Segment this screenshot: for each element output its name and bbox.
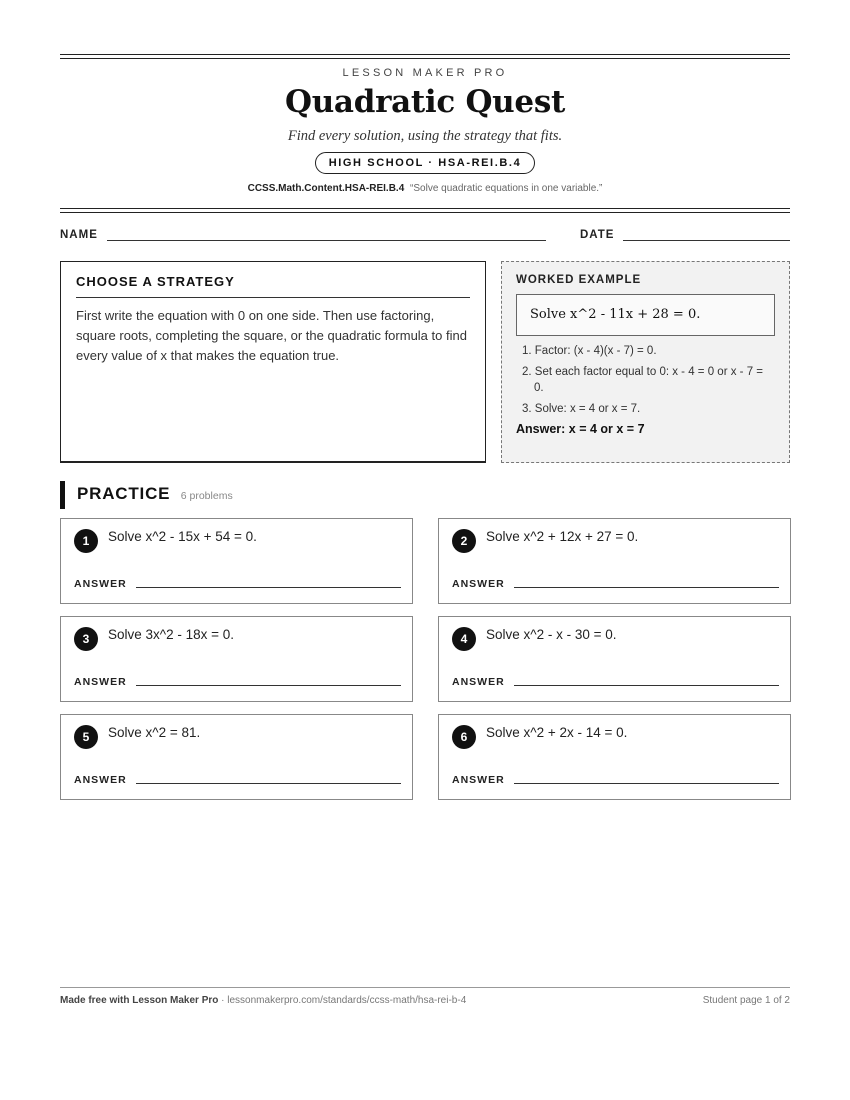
date-field[interactable] <box>623 240 790 241</box>
answer-label: ANSWER <box>452 774 505 786</box>
worksheet-title: Quadratic Quest <box>284 84 566 120</box>
worked-example-box <box>501 261 790 463</box>
header-top-rule <box>60 54 790 59</box>
problem-text: Solve 3x^2 - 18x = 0. <box>108 627 235 642</box>
problem-text: Solve x^2 - 15x + 54 = 0. <box>108 529 257 544</box>
standard-line <box>60 183 790 194</box>
grade-badge-wrap <box>60 152 790 174</box>
date-label: DATE <box>580 229 615 241</box>
footer-page-number: Student page 1 of 2 <box>702 995 790 1006</box>
brand-name: LESSON MAKER PRO <box>342 67 508 79</box>
worked-example-heading: WORKED EXAMPLE <box>516 274 642 286</box>
standard-code: CCSS.Math.Content.HSA-REI.B.4 <box>247 183 405 194</box>
footer-rule <box>60 987 790 988</box>
strategy-body: First write the equation with 0 on one side. Then use factoring, square roots, completing the square, or the quadratic formula to find every value of x that makes the equation true. <box>76 308 467 363</box>
practice-count: 6 problems <box>180 490 233 502</box>
worked-example-problem: Solve x^2 - 11x + 28 = 0. <box>516 294 775 336</box>
answer-field[interactable] <box>514 587 779 588</box>
problem-card <box>438 616 791 702</box>
worked-example-steps <box>516 343 775 417</box>
answer-label: ANSWER <box>452 676 505 688</box>
answer-field[interactable] <box>136 685 401 686</box>
problem-text: Solve x^2 + 12x + 27 = 0. <box>486 529 639 544</box>
worked-example-step: 2. Set each factor equal to 0: x - 4 = 0 or x - 7 = 0. <box>522 366 763 394</box>
answer-label: ANSWER <box>74 578 127 590</box>
name-field[interactable] <box>107 240 546 241</box>
problem-number: 1 <box>74 529 98 553</box>
problem-number: 6 <box>452 725 476 749</box>
footer <box>60 995 790 1006</box>
problem-card <box>60 616 413 702</box>
worked-example-step: 1. Factor: (x - 4)(x - 7) = 0. <box>522 345 657 357</box>
problem-number: 3 <box>74 627 98 651</box>
strategy-heading: CHOOSE A STRATEGY <box>76 274 470 298</box>
problem-card <box>60 518 413 604</box>
answer-label: ANSWER <box>452 578 505 590</box>
worked-example-step: 3. Solve: x = 4 or x = 7. <box>522 403 641 415</box>
answer-field[interactable] <box>136 587 401 588</box>
problem-number: 2 <box>452 529 476 553</box>
header-bottom-rule <box>60 208 790 213</box>
problem-number: 5 <box>74 725 98 749</box>
answer-label: ANSWER <box>74 676 127 688</box>
practice-heading: PRACTICE <box>77 484 171 503</box>
problem-text: Solve x^2 = 81. <box>108 725 201 740</box>
worksheet-subtitle: Find every solution, using the strategy that fits. <box>287 128 563 144</box>
answer-field[interactable] <box>514 685 779 686</box>
name-date-row <box>60 229 790 245</box>
problem-text: Solve x^2 + 2x - 14 = 0. <box>486 725 628 740</box>
answer-field[interactable] <box>136 783 401 784</box>
strategy-box <box>60 261 486 463</box>
footer-url[interactable]: · lessonmakerpro.com/standards/ccss-math/hsa-rei-b-4 <box>218 995 467 1006</box>
name-label: NAME <box>60 229 98 241</box>
worked-example-answer: Answer: x = 4 or x = 7 <box>516 422 645 436</box>
practice-section-header <box>60 481 233 509</box>
footer-made-with: Made free with Lesson Maker Pro <box>60 995 219 1006</box>
answer-label: ANSWER <box>74 774 127 786</box>
problem-number: 4 <box>452 627 476 651</box>
grade-standard-badge: HIGH SCHOOL · HSA-REI.B.4 <box>315 152 536 174</box>
problem-card <box>438 714 791 800</box>
standard-description: “Solve quadratic equations in one variable.” <box>410 183 603 194</box>
problem-text: Solve x^2 - x - 30 = 0. <box>486 627 617 642</box>
problem-card <box>438 518 791 604</box>
answer-field[interactable] <box>514 783 779 784</box>
problem-card <box>60 714 413 800</box>
